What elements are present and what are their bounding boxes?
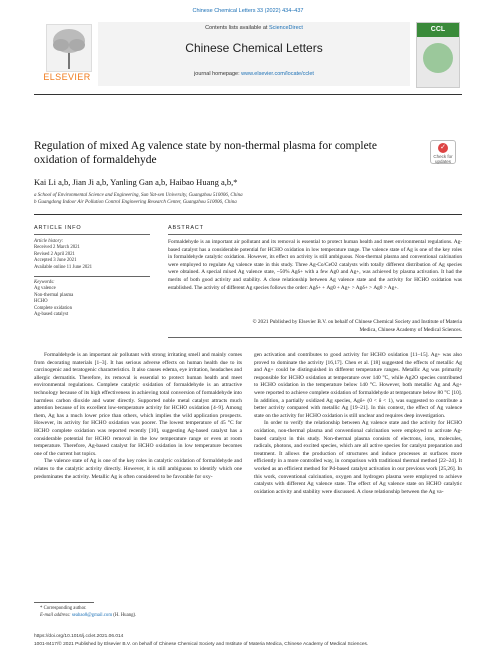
keyword-item: HCHO [34,299,48,305]
doi-link[interactable]: https://doi.org/10.1016/j.cclet.2021.06.014 [34,634,124,639]
copyright-line-2: Medica, Chinese Academy of Medical Sciences. [359,326,462,333]
email-suffix: (H. Huang). [112,613,137,618]
masthead-divider [34,94,462,95]
corresponding-author-note: * Corresponding author. [40,606,87,611]
cover-artwork [423,43,453,73]
check-updates-label: Check for updates [433,154,453,164]
history-online: Available online 11 June 2021 [34,264,93,270]
history-revised: Revised 2 April 2021 [34,251,75,257]
author-list: Kai Li a,b, Jian Ji a,b, Yanling Gan a,b, Haibao Huang a,b,* [34,177,238,187]
homepage-link[interactable]: www.elsevier.com/locate/cclet [241,71,314,77]
keyword-item: Ag valence [34,286,56,292]
email-link[interactable]: seabao8@gmail.com [71,613,113,618]
cover-label: CCL [430,26,446,33]
body-paragraph: Formaldehyde is an important air pollutant with strong irritating smell and mainly comes from decorating materials [1–3]. It has serious adverse effects on human health due to its carcinogenic and teratogenic characteristics. It also causes edema, eye irritation, headaches and allergic dermatitis. Therefore, its removal is essential to protect human health and meet environmental regulations. Complete catalytic oxidation of formaldehyde is an attractive technology because of its high effectiveness in achieving total conversion of formaldehyde into harmless carbon dioxide and water directly. Supported noble metal catalyst attracts much attention because of its excellent low-temperature activity for HCHO oxidation [4–9]. Among them, Ag has a much lower price than others, which implies the wild application prospects. However, its activity for HCHO oxidation was poorer. The lowest temperature of 45 °C for HCHO complete oxidation was reported recently [10], suggesting Ag-based catalyst has a considerable potential for HCHO removal in the low temperature range or even at room temperature. Therefore, Ag-based catalyst for HCHO oxidation in low temperature becomes one of the current hot topics. [34,352,242,457]
abstract-copyright [168,319,462,334]
keywords-label: Keywords: [34,280,55,285]
affiliation-b: b Guangdong Indoor Air Pollution Control Engineering Research Center, Guangzhou 510006, China [34,200,237,205]
history-received: Received 2 March 2021 [34,245,80,251]
abstract-heading: ABSTRACT [168,225,204,231]
copyright-line-1: © 2021 Published by Elsevier B.V. on behalf of Chinese Chemical Society and Institute of Materia [252,319,462,325]
contents-prefix: Contents lists available at [205,25,269,31]
keyword-item: Ag-based catalyst [34,312,69,318]
check-updates-icon: ✓ [438,143,448,153]
journal-title: Chinese Chemical Letters [185,41,323,55]
body-paragraph: In order to verify the relationship between Ag valence state and the activity for HCHO oxidation, non-thermal plasma and conventional calcination were employed to activate Ag-based catalyst in this study. Non-thermal plasma consists of electrons, ions, molecules, radicals, photons, and excited species, which are all active species for catalyst preparation and treatment. It allows the production of structures and induce processes at surfaces more efficiently in a more controlled way, in comparison with traditional thermal method [22–24]. It worked as an efficient method for Pd-based catalyst activation in our previous work [25,26]. In this work, conventional calcination, oxygen and hydrogen plasma were employed to achieve catalysts with different Ag valence state. The effect of Ag valence state on HCHO catalytic oxidation activity and stability were discussed. A close relationship between the Ag va- [254,420,462,495]
email-note [40,613,136,618]
article-title: Regulation of mixed Ag valence state by non-thermal plasma for complete oxidation of formaldehyde [34,140,377,166]
article-info-heading: ARTICLE INFO [34,225,82,231]
journal-masthead [40,22,458,88]
email-prefix: E-mail address: [40,613,72,618]
keywords-list [34,280,150,318]
affiliation-a: a School of Environmental Science and Engineering, Sun Yat-sen University, Guangzhou 510006, China [34,193,243,198]
affiliation-divider [34,214,462,215]
abstract-text: Formaldehyde is an important air pollutant and its removal is essential to protect human health and meet environmental regulations. Ag-based catalyst has a considerable potential for HCHO oxidation in low temperature range. The valence state of Ag is one of the key roles in formaldehyde catalytic oxidation. However, its effect on activity is still ambiguous. Non-thermal plasma and conventional calcination were employed to regulate Ag valence state in this study. Three Ag-Co/CeO2 catalysts with totally different distribution of Ag species were obtained. A special mixed Ag valence state, ~50% Agδ+ with a few Ag0 and Ag+, was achieved by plasma activation. It had the merits of both good activity and stability. A close relationship between Ag valence state and the activity for HCHO oxidation was established. The activity of different Ag species follows the order: Agδ+ + Ag0 + Ag+ > Agδ+ > Ag0 > Ag+. [168,239,462,291]
contents-line [98,25,410,31]
body-paragraph: gen activation and contributes to good activity for HCHO oxidation [11–15]. Ag+ was also proved to dominate the activity [16,17]. Chen et al. [18] suggested the effects of metallic Ag and Ag+ could be distinguished in different temperature ranges. Metallic Ag was primarily responsible for HCHO oxidation at temperature over 140 °C, while Ag2O species contributed to HCHO oxidation in the temperature below 140 °C. However, both metallic Ag and Ag+ were reported to achieve complete oxidation of formaldehyde at temperature below 80 °C [10]. In addition, a partially oxidized Ag species, Agδ+ (0 < δ < 1), was suggested to contribute a better activity compared with metallic Ag [19–21]. In this context, the effect of Ag valence state on the activity for HCHO oxidation is still unclear and requires deep investigation. [254,352,462,419]
keyword-item: Complete oxidation [34,305,72,311]
elsevier-tree-icon [46,24,92,72]
elsevier-wordmark: ELSEVIER [43,72,91,82]
keyword-item: Non-thermal plasma [34,292,74,298]
history-accepted: Accepted 3 June 2021 [34,258,77,264]
history-label: Article history: [34,239,64,244]
body-left-column [34,352,242,481]
sciencedirect-link[interactable]: ScienceDirect [268,25,303,31]
check-for-updates-badge[interactable] [430,140,456,164]
body-right-column [254,352,462,496]
journal-cover-thumbnail[interactable] [416,22,460,88]
elsevier-logo[interactable] [40,22,94,88]
journal-homepage-line [98,71,410,77]
body-paragraph: The valence state of Ag is one of the key roles in catalytic oxidation of formaldehyde and relates to the catalytic activity directly. However, it is still ambiguous to identify which one predominates the activity. Metallic Ag is often considered to be favorable for oxy- [34,458,242,480]
bottom-copyright: 1001-8417/© 2021 Published by Elsevier B.V. on behalf of Chinese Chemical Society and Institute of Materia Medica, Chinese Academy of Medical Sciences. [34,642,369,647]
journal-header-box [98,22,410,86]
homepage-prefix: journal homepage: [194,71,242,77]
journal-citation-link[interactable]: Chinese Chemical Letters 33 (2022) 434–437 [192,8,304,14]
article-history [34,239,150,271]
